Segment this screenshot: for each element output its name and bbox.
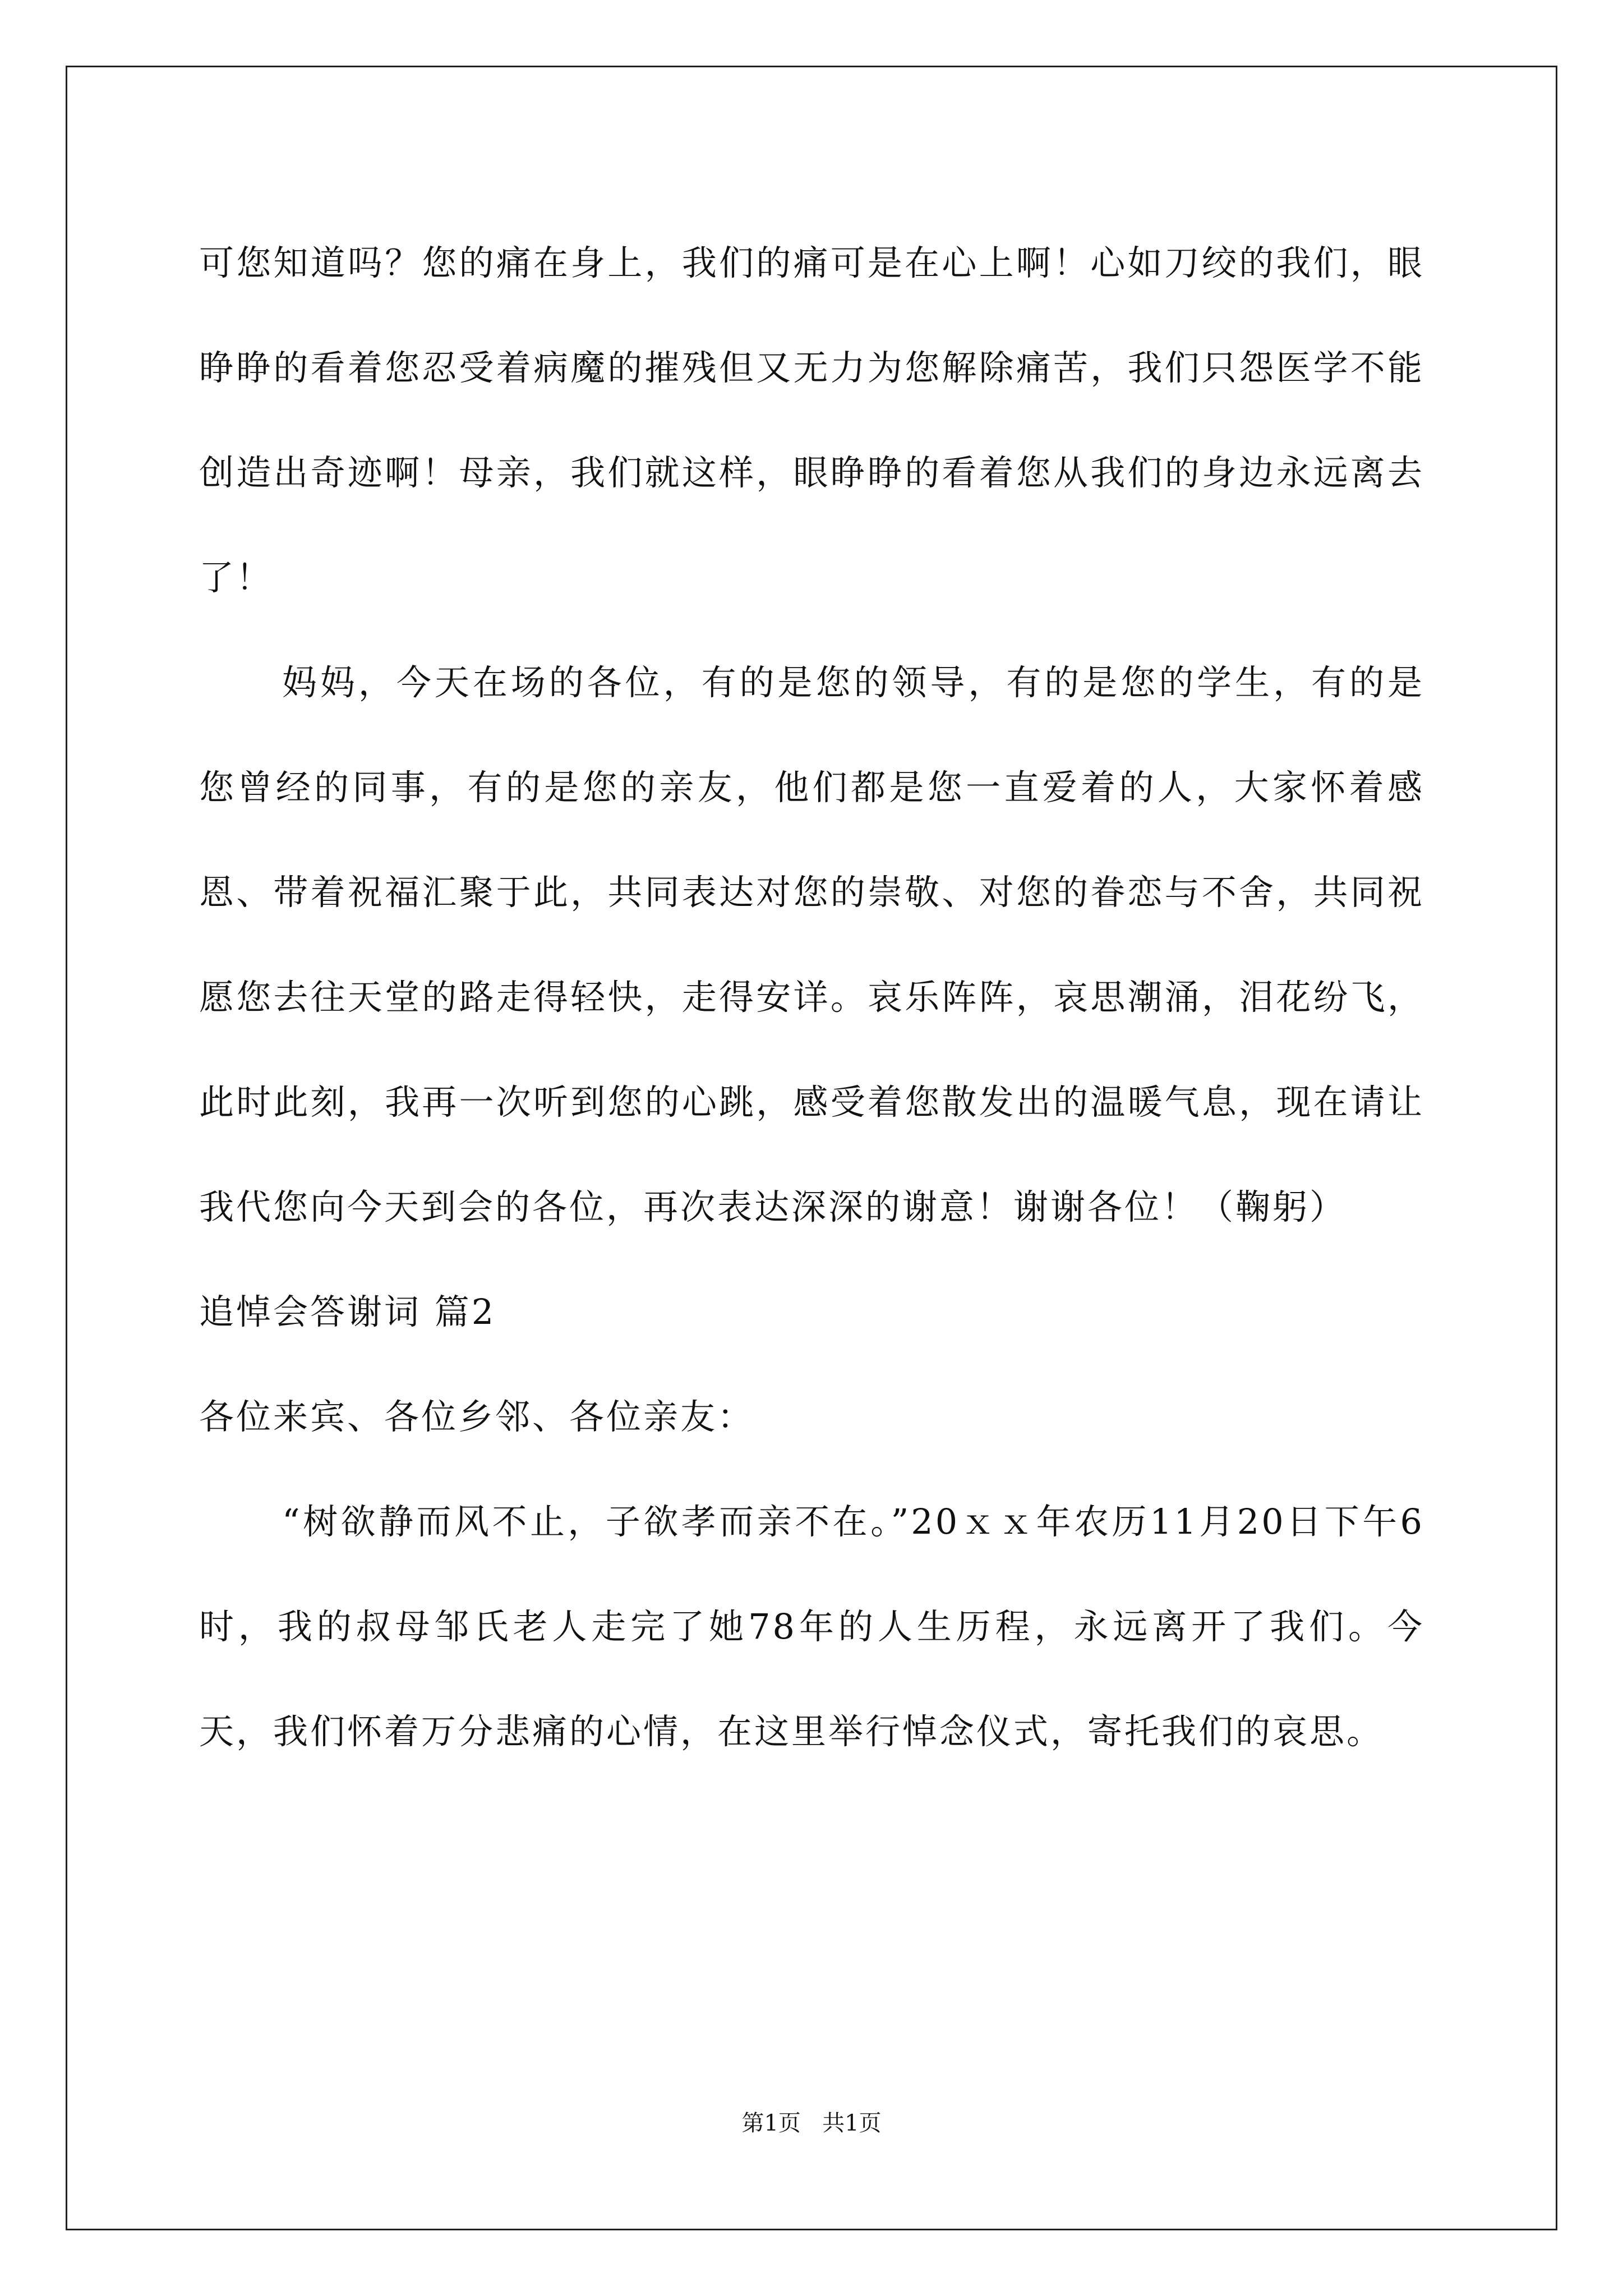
total-pages-label: 共1页 bbox=[822, 2110, 882, 2136]
footer-separator bbox=[801, 2110, 822, 2136]
page-number-label: 第1页 bbox=[741, 2110, 801, 2136]
page-footer bbox=[0, 2109, 1623, 2137]
paragraph-thanks-to-guests: 妈妈，今天在场的各位，有的是您的领导，有的是您的学生，有的是您曾经的同事，有的是您的亲友，他们都是您一直爱着的人，大家怀着感恩、带着祝福汇聚于此，共同表达对您的崇敬、对您的眷恋与不舍，共同祝愿您去往天堂的路走得轻快，走得安详。哀乐阵阵，哀思潮涌，泪花纷飞，此时此刻，我再一次听到您的心跳，感受着您散发出的温暖气息，现在请让我代您向今天到会的各位，再次表达深深的谢意！谢谢各位！（鞠躬） bbox=[199, 662, 1424, 1227]
document-body bbox=[199, 210, 1424, 1784]
paragraph-eulogy-opening: “树欲静而风不止，子欲孝而亲不在。”20ｘｘ年农历11月20日下午6时，我的叔母邹氏老人走完了她78年的人生历程，永远离开了我们。今天，我们怀着万分悲痛的心情，在这里举行悼念仪式，寄托我们的哀思。 bbox=[199, 1501, 1424, 1752]
salutation: 各位来宾、各位乡邻、各位亲友： bbox=[199, 1396, 755, 1437]
paragraph-mourning-continued: 可您知道吗？您的痛在身上，我们的痛可是在心上啊！心如刀绞的我们，眼睁睁的看着您忍受着病魔的摧残但又无力为您解除痛苦，我们只怨医学不能创造出奇迹啊！母亲，我们就这样，眼睁睁的看着您从我们的身边永远离去了！ bbox=[199, 242, 1424, 598]
section-heading: 追悼会答谢词 篇2 bbox=[199, 1291, 496, 1332]
